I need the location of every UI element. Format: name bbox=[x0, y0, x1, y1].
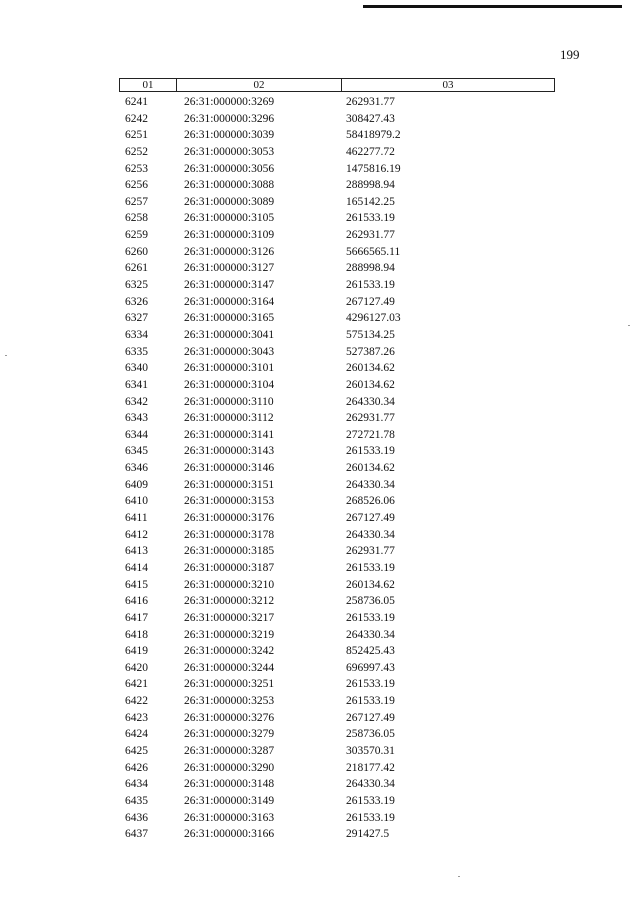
table-row bbox=[0, 826, 640, 843]
table-row bbox=[0, 527, 640, 544]
cadastral-number-cell: 26:31:000000:3163 bbox=[184, 811, 275, 824]
cadastral-number-cell: 26:31:000000:3287 bbox=[184, 744, 275, 757]
value-cell: 260134.62 bbox=[346, 378, 395, 391]
cadastral-number-cell: 26:31:000000:3043 bbox=[184, 345, 275, 358]
value-cell: 264330.34 bbox=[346, 778, 395, 791]
row-number-cell: 6327 bbox=[125, 312, 148, 325]
row-number-cell: 6416 bbox=[125, 595, 148, 608]
cadastral-number-cell: 26:31:000000:3165 bbox=[184, 312, 275, 325]
cadastral-number-cell: 26:31:000000:3109 bbox=[184, 229, 275, 242]
value-cell: 288998.94 bbox=[346, 179, 395, 192]
value-cell: 262931.77 bbox=[346, 229, 395, 242]
row-number-cell: 6342 bbox=[125, 395, 148, 408]
table-row bbox=[0, 360, 640, 377]
cadastral-number-cell: 26:31:000000:3104 bbox=[184, 378, 275, 391]
cadastral-number-cell: 26:31:000000:3148 bbox=[184, 778, 275, 791]
value-cell: 267127.49 bbox=[346, 512, 395, 525]
row-number-cell: 6256 bbox=[125, 179, 148, 192]
row-number-cell: 6252 bbox=[125, 145, 148, 158]
row-number-cell: 6241 bbox=[125, 96, 148, 108]
table-row bbox=[0, 810, 640, 827]
value-cell: 262931.77 bbox=[346, 96, 395, 108]
value-cell: 262931.77 bbox=[346, 545, 395, 558]
cadastral-number-cell: 26:31:000000:3143 bbox=[184, 445, 275, 458]
table-row bbox=[0, 260, 640, 277]
row-number-cell: 6242 bbox=[125, 112, 148, 125]
table-row bbox=[0, 161, 640, 178]
table-row bbox=[0, 377, 640, 394]
row-number-cell: 6435 bbox=[125, 794, 148, 807]
row-number-cell: 6434 bbox=[125, 778, 148, 791]
row-number-cell: 6258 bbox=[125, 212, 148, 225]
value-cell: 575134.25 bbox=[346, 328, 395, 341]
row-number-cell: 6421 bbox=[125, 678, 148, 691]
value-cell: 527387.26 bbox=[346, 345, 395, 358]
cadastral-number-cell: 26:31:000000:3151 bbox=[184, 478, 275, 491]
table-row bbox=[0, 460, 640, 477]
table-row bbox=[0, 793, 640, 810]
value-cell: 267127.49 bbox=[346, 295, 395, 308]
table-row bbox=[0, 676, 640, 693]
cadastral-number-cell: 26:31:000000:3101 bbox=[184, 362, 275, 375]
row-number-cell: 6344 bbox=[125, 428, 148, 441]
value-cell: 4296127.03 bbox=[346, 312, 401, 325]
cadastral-number-cell: 26:31:000000:3290 bbox=[184, 761, 275, 774]
cadastral-number-cell: 26:31:000000:3212 bbox=[184, 595, 275, 608]
table-row bbox=[0, 327, 640, 344]
value-cell: 260134.62 bbox=[346, 578, 395, 591]
row-number-cell: 6412 bbox=[125, 528, 148, 541]
cadastral-number-cell: 26:31:000000:3219 bbox=[184, 628, 275, 641]
value-cell: 261533.19 bbox=[346, 611, 395, 624]
cadastral-number-cell: 26:31:000000:3166 bbox=[184, 828, 275, 841]
cadastral-number-cell: 26:31:000000:3242 bbox=[184, 645, 275, 658]
value-cell: 261533.19 bbox=[346, 445, 395, 458]
cadastral-number-cell: 26:31:000000:3041 bbox=[184, 328, 275, 341]
row-number-cell: 6345 bbox=[125, 445, 148, 458]
value-cell: 261533.19 bbox=[346, 811, 395, 824]
value-cell: 308427.43 bbox=[346, 112, 395, 125]
cadastral-number-cell: 26:31:000000:3153 bbox=[184, 495, 275, 508]
row-number-cell: 6411 bbox=[125, 512, 148, 525]
table-row bbox=[0, 660, 640, 677]
cadastral-number-cell: 26:31:000000:3251 bbox=[184, 678, 275, 691]
value-cell: 267127.49 bbox=[346, 711, 395, 724]
value-cell: 258736.05 bbox=[346, 595, 395, 608]
row-number-cell: 6334 bbox=[125, 328, 148, 341]
cadastral-number-cell: 26:31:000000:3110 bbox=[184, 395, 274, 408]
row-number-cell: 6346 bbox=[125, 462, 148, 475]
value-cell: 272721.78 bbox=[346, 428, 395, 441]
cadastral-number-cell: 26:31:000000:3217 bbox=[184, 611, 275, 624]
table-row bbox=[0, 127, 640, 144]
value-cell: 264330.34 bbox=[346, 628, 395, 641]
cadastral-number-cell: 26:31:000000:3112 bbox=[184, 412, 274, 425]
table-row bbox=[0, 560, 640, 577]
cadastral-number-cell: 26:31:000000:3039 bbox=[184, 129, 275, 142]
row-number-cell: 6420 bbox=[125, 661, 148, 674]
table-row bbox=[0, 394, 640, 411]
cadastral-number-cell: 26:31:000000:3105 bbox=[184, 212, 275, 225]
table-row bbox=[0, 144, 640, 161]
cadastral-number-cell: 26:31:000000:3149 bbox=[184, 794, 275, 807]
value-cell: 264330.34 bbox=[346, 528, 395, 541]
row-number-cell: 6437 bbox=[125, 828, 148, 841]
table-header bbox=[119, 78, 555, 92]
column-header-02: 02 bbox=[177, 79, 342, 91]
value-cell: 852425.43 bbox=[346, 645, 395, 658]
cadastral-number-cell: 26:31:000000:3279 bbox=[184, 728, 275, 741]
row-number-cell: 6326 bbox=[125, 295, 148, 308]
cadastral-number-cell: 26:31:000000:3088 bbox=[184, 179, 275, 192]
scan-speck bbox=[5, 355, 7, 356]
value-cell: 58418979.2 bbox=[346, 129, 401, 142]
scan-speck bbox=[458, 876, 460, 877]
table-row bbox=[0, 294, 640, 311]
value-cell: 291427.5 bbox=[346, 828, 390, 841]
value-cell: 165142.25 bbox=[346, 195, 395, 208]
table-row bbox=[0, 710, 640, 727]
row-number-cell: 6425 bbox=[125, 744, 148, 757]
value-cell: 288998.94 bbox=[346, 262, 395, 275]
table-row bbox=[0, 210, 640, 227]
cadastral-number-cell: 26:31:000000:3269 bbox=[184, 96, 275, 108]
row-number-cell: 6261 bbox=[125, 262, 148, 275]
value-cell: 260134.62 bbox=[346, 362, 395, 375]
cadastral-number-cell: 26:31:000000:3141 bbox=[184, 428, 275, 441]
table-row bbox=[0, 643, 640, 660]
table-row bbox=[0, 593, 640, 610]
cadastral-number-cell: 26:31:000000:3178 bbox=[184, 528, 275, 541]
cadastral-number-cell: 26:31:000000:3089 bbox=[184, 195, 275, 208]
row-number-cell: 6343 bbox=[125, 412, 148, 425]
cadastral-number-cell: 26:31:000000:3053 bbox=[184, 145, 275, 158]
row-number-cell: 6259 bbox=[125, 229, 148, 242]
table-row bbox=[0, 610, 640, 627]
table-row bbox=[0, 510, 640, 527]
value-cell: 261533.19 bbox=[346, 695, 395, 708]
table-row bbox=[0, 277, 640, 294]
row-number-cell: 6424 bbox=[125, 728, 148, 741]
table-row bbox=[0, 577, 640, 594]
row-number-cell: 6340 bbox=[125, 362, 148, 375]
value-cell: 462277.72 bbox=[346, 145, 395, 158]
scan-speck bbox=[628, 325, 630, 326]
row-number-cell: 6417 bbox=[125, 611, 148, 624]
cadastral-number-cell: 26:31:000000:3187 bbox=[184, 561, 275, 574]
table-row bbox=[0, 443, 640, 460]
table-row bbox=[0, 543, 640, 560]
value-cell: 696997.43 bbox=[346, 661, 395, 674]
table-row bbox=[0, 693, 640, 710]
cadastral-number-cell: 26:31:000000:3276 bbox=[184, 711, 275, 724]
table-row bbox=[0, 776, 640, 793]
cadastral-number-cell: 26:31:000000:3296 bbox=[184, 112, 275, 125]
value-cell: 264330.34 bbox=[346, 395, 395, 408]
table-row bbox=[0, 244, 640, 261]
cadastral-number-cell: 26:31:000000:3164 bbox=[184, 295, 275, 308]
row-number-cell: 6423 bbox=[125, 711, 148, 724]
value-cell: 261533.19 bbox=[346, 212, 395, 225]
table-row bbox=[0, 743, 640, 760]
row-number-cell: 6413 bbox=[125, 545, 148, 558]
column-header-03: 03 bbox=[442, 79, 454, 91]
top-rule bbox=[363, 5, 622, 8]
row-number-cell: 6253 bbox=[125, 162, 148, 175]
row-number-cell: 6341 bbox=[125, 378, 148, 391]
cadastral-number-cell: 26:31:000000:3244 bbox=[184, 661, 275, 674]
table-row bbox=[0, 726, 640, 743]
cadastral-number-cell: 26:31:000000:3253 bbox=[184, 695, 275, 708]
table-row bbox=[0, 410, 640, 427]
cadastral-number-cell: 26:31:000000:3176 bbox=[184, 512, 275, 525]
table-row bbox=[0, 344, 640, 361]
table-row bbox=[0, 94, 640, 111]
row-number-cell: 6415 bbox=[125, 578, 148, 591]
row-number-cell: 6335 bbox=[125, 345, 148, 358]
row-number-cell: 6251 bbox=[125, 129, 148, 142]
value-cell: 258736.05 bbox=[346, 728, 395, 741]
value-cell: 261533.19 bbox=[346, 678, 395, 691]
cadastral-number-cell: 26:31:000000:3210 bbox=[184, 578, 275, 591]
row-number-cell: 6257 bbox=[125, 195, 148, 208]
row-number-cell: 6260 bbox=[125, 245, 148, 258]
table-row bbox=[0, 177, 640, 194]
cadastral-number-cell: 26:31:000000:3126 bbox=[184, 245, 275, 258]
row-number-cell: 6422 bbox=[125, 695, 148, 708]
value-cell: 260134.62 bbox=[346, 462, 395, 475]
row-number-cell: 6414 bbox=[125, 561, 148, 574]
value-cell: 261533.19 bbox=[346, 794, 395, 807]
table-row bbox=[0, 760, 640, 777]
cadastral-number-cell: 26:31:000000:3185 bbox=[184, 545, 275, 558]
row-number-cell: 6426 bbox=[125, 761, 148, 774]
row-number-cell: 6436 bbox=[125, 811, 148, 824]
table-row bbox=[0, 493, 640, 510]
column-header-01: 01 bbox=[120, 79, 177, 91]
table-row bbox=[0, 111, 640, 128]
value-cell: 303570.31 bbox=[346, 744, 395, 757]
row-number-cell: 6409 bbox=[125, 478, 148, 491]
row-number-cell: 6325 bbox=[125, 279, 148, 292]
value-cell: 5666565.11 bbox=[346, 245, 401, 258]
cadastral-number-cell: 26:31:000000:3056 bbox=[184, 162, 275, 175]
page-number: 199 bbox=[560, 47, 580, 62]
cadastral-number-cell: 26:31:000000:3127 bbox=[184, 262, 275, 275]
cadastral-number-cell: 26:31:000000:3147 bbox=[184, 279, 275, 292]
value-cell: 268526.06 bbox=[346, 495, 395, 508]
table-row bbox=[0, 427, 640, 444]
table-row bbox=[0, 627, 640, 644]
row-number-cell: 6419 bbox=[125, 645, 148, 658]
value-cell: 218177.42 bbox=[346, 761, 395, 774]
table-body bbox=[0, 94, 640, 843]
cadastral-number-cell: 26:31:000000:3146 bbox=[184, 462, 275, 475]
value-cell: 262931.77 bbox=[346, 412, 395, 425]
value-cell: 264330.34 bbox=[346, 478, 395, 491]
value-cell: 261533.19 bbox=[346, 279, 395, 292]
value-cell: 1475816.19 bbox=[346, 162, 401, 175]
table-row bbox=[0, 477, 640, 494]
row-number-cell: 6410 bbox=[125, 495, 148, 508]
table-row bbox=[0, 310, 640, 327]
value-cell: 261533.19 bbox=[346, 561, 395, 574]
table-row bbox=[0, 227, 640, 244]
table-row bbox=[0, 194, 640, 211]
row-number-cell: 6418 bbox=[125, 628, 148, 641]
